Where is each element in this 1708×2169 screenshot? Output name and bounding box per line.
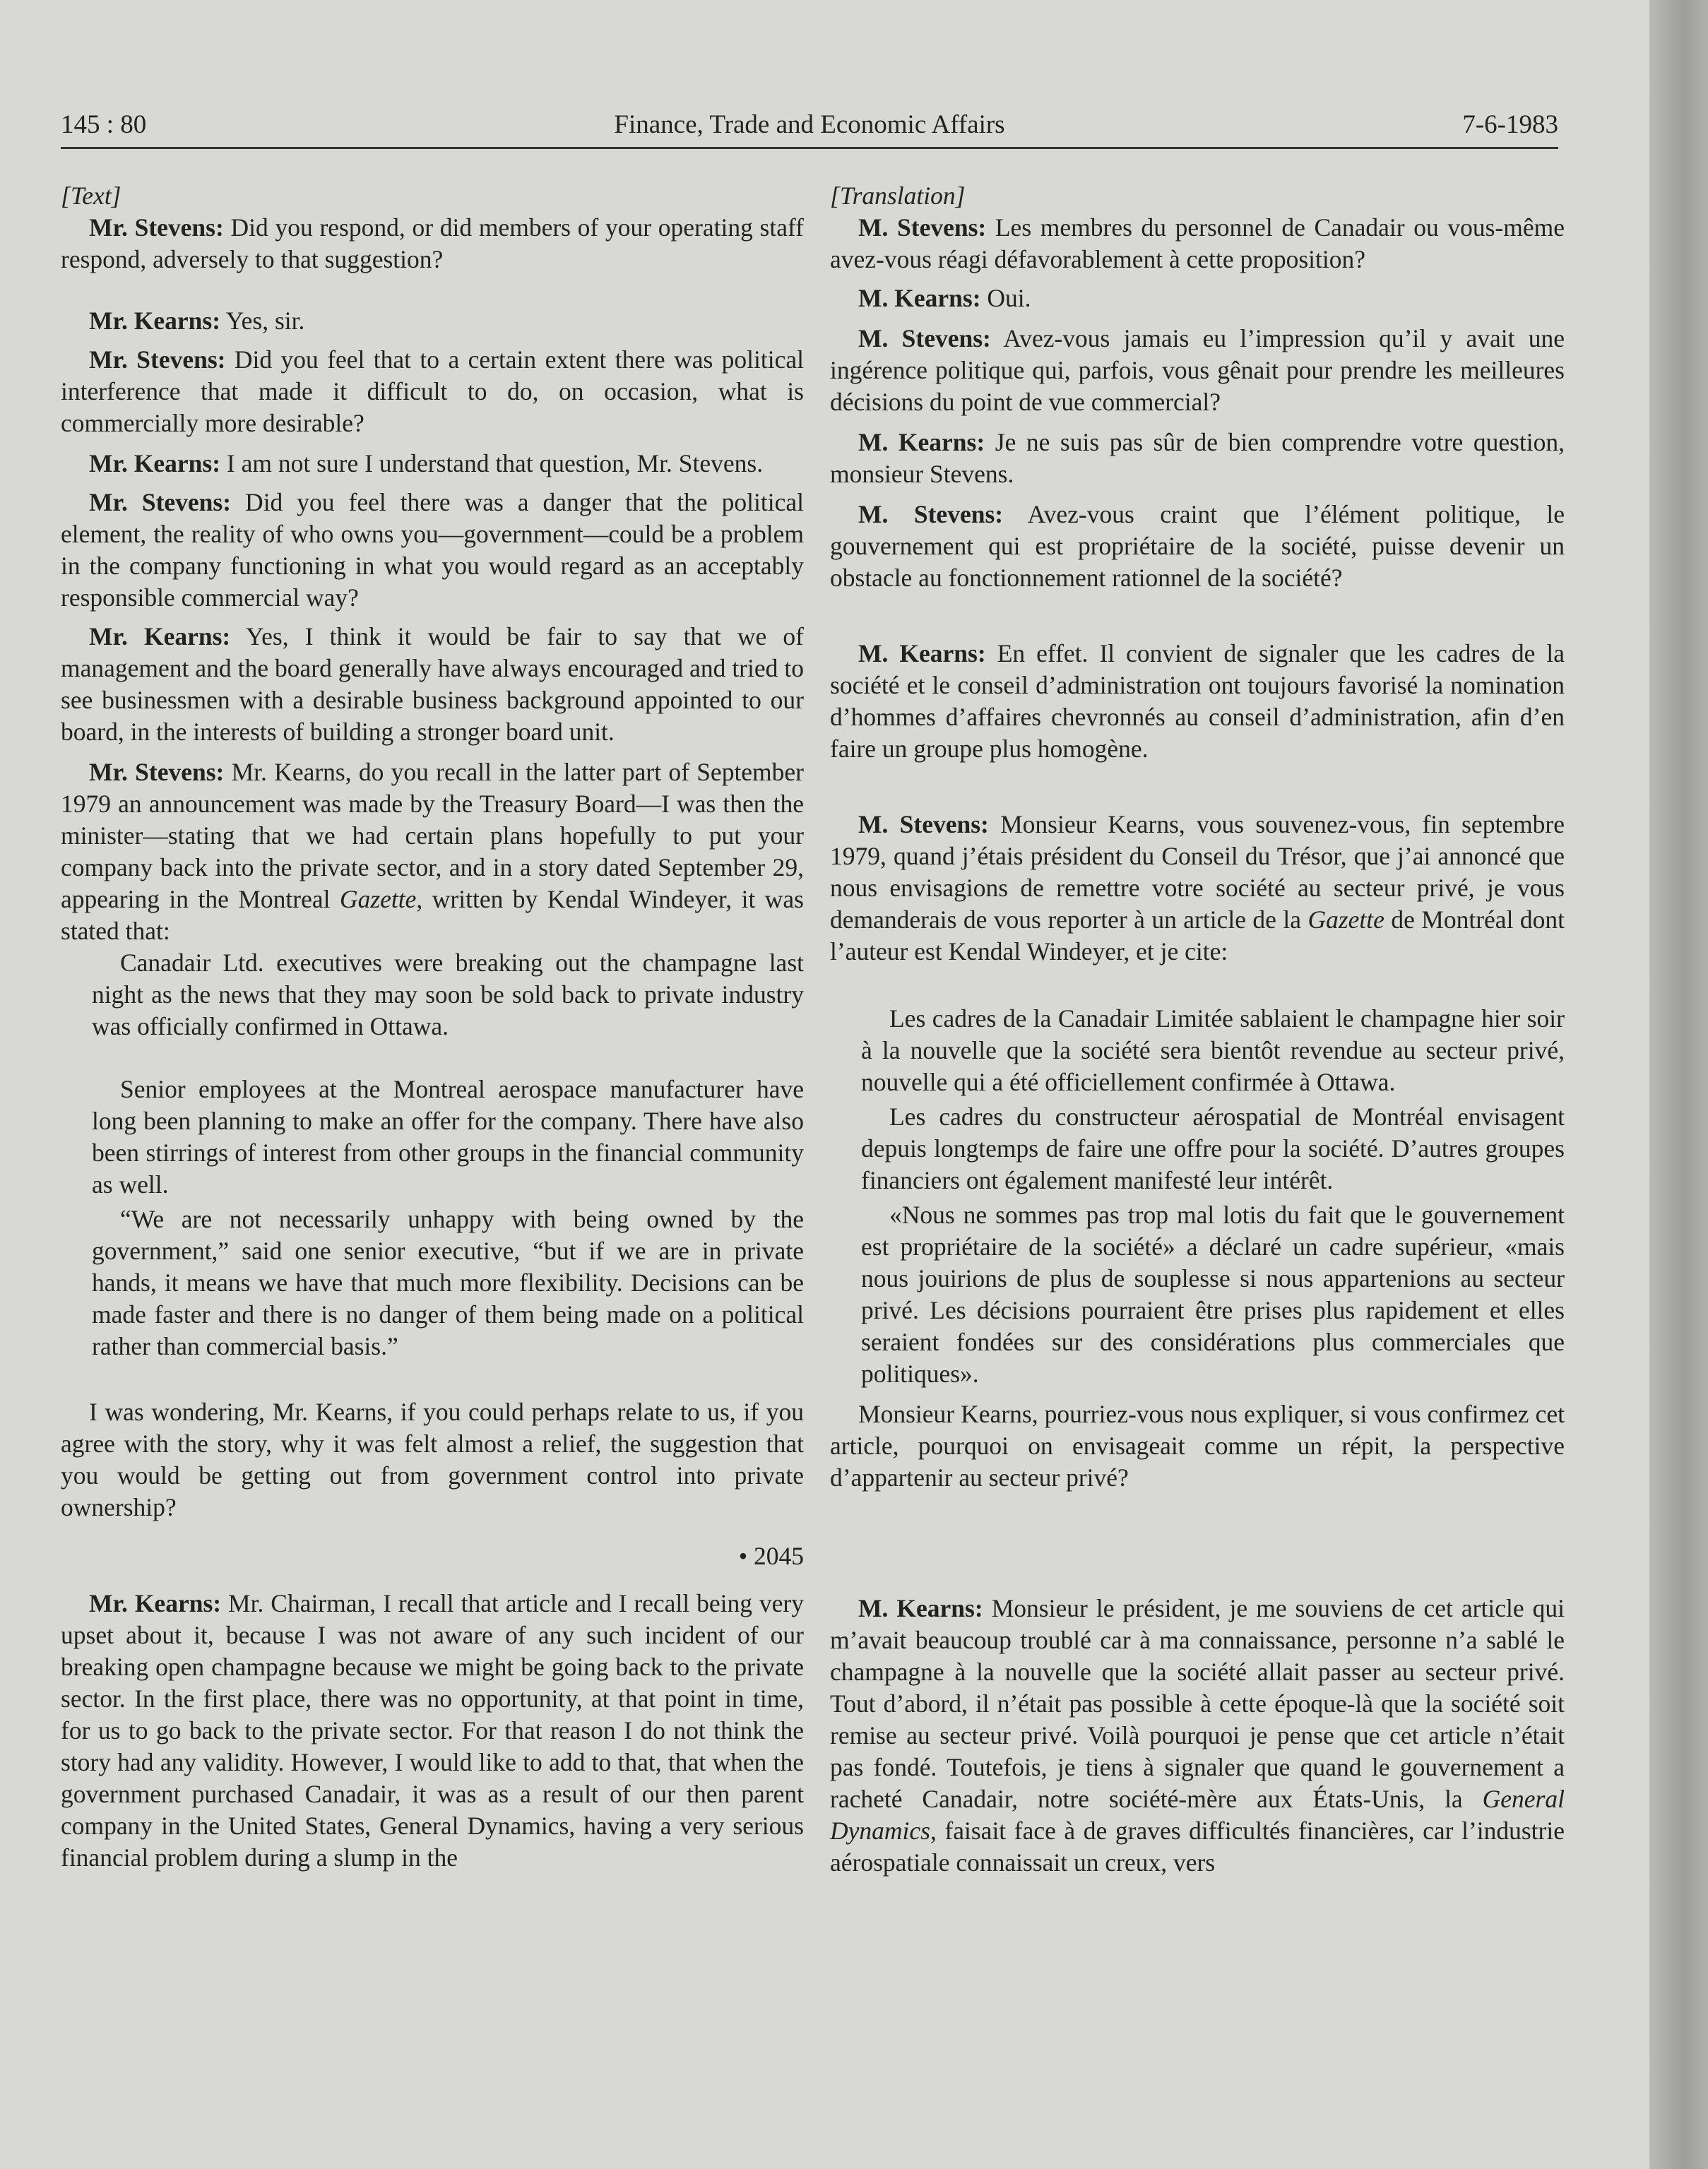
paragraph — [830, 638, 1565, 765]
speaker-name: Mr. Kearns: — [89, 1589, 222, 1617]
speech-text: Oui. — [980, 284, 1031, 312]
quote-paragraph: «Nous ne sommes pas trop mal lotis du fait que le gouvernement est propriétaire de la société» a déclaré un cadre supérieur, «mais nous jouirions de plus de souplesse si nous appartenions au secteur privé. Les décisions pourraient être prises plus rapidement et elles seraient fondées sur des considérations plus commerciales que politiques». — [861, 1201, 1565, 1388]
english-column — [61, 180, 804, 1874]
paragraph — [61, 487, 804, 614]
quote-paragraph: “We are not necessarily unhappy with being owned by the government,” said one senior executive, “but if we are in private hands, it means we have that much more flexibility. Decisions can be made faster and there is no danger of them being made on a political rather than commercial basis.” — [92, 1205, 804, 1360]
binding-gutter — [1649, 0, 1708, 2169]
speaker-name: M. Stevens: — [858, 213, 987, 242]
paragraph — [830, 1593, 1565, 1879]
speaker-name: M. Kearns: — [858, 1594, 983, 1622]
speech-text: Les membres du personnel de Canadair ou vous-même avez-vous réagi défavorablement à cette proposition? — [830, 213, 1565, 273]
committee-title: Finance, Trade and Economic Affairs — [614, 110, 1005, 139]
company-name: General Dynamics — [830, 1785, 1565, 1845]
speaker-name: M. Kearns: — [858, 284, 981, 312]
speaker-name: Mr. Kearns: — [89, 449, 221, 477]
speech-text: Did you feel there was a danger that the political element, the reality of who owns you—government—could be a problem in the company functioning in what you would regard as an acceptably responsible commercial way? — [61, 488, 804, 612]
speaker-name: Mr. Stevens: — [89, 213, 224, 242]
paragraph — [830, 283, 1565, 314]
newspaper-name: Gazette — [339, 885, 417, 913]
speech-text: Je ne suis pas sûr de bien comprendre votre question, monsieur Stevens. — [830, 428, 1565, 488]
quote-paragraph: Canadair Ltd. executives were breaking out the champagne last night as the news that they may soon be sold back to private industry was officially confirmed in Ottawa. — [92, 949, 804, 1040]
speech-text: Mr. Kearns, do you recall in the latter part of September 1979 an announcement was made by the Treasury Board—I was then the minister—stating that we had certain plans hopefully to put your company back into the private sector, and in a story dated September 29, appearing in the Montreal — [61, 758, 805, 913]
speech-text: de Montréal dont l’auteur est Kendal Windeyer, et je cite: — [830, 905, 1565, 965]
speaker-name: Mr. Stevens: — [89, 345, 226, 374]
quote-paragraph: Senior employees at the Montreal aerospace manufacturer have long been planning to make an offer for the company. There have also been stirrings of interest from other groups in the financial community as well. — [92, 1075, 804, 1199]
speaker-name: M. Kearns: — [858, 639, 986, 667]
paragraph — [61, 212, 804, 275]
paragraph — [61, 305, 804, 337]
speaker-name: Mr. Stevens: — [89, 488, 232, 516]
paragraph — [830, 427, 1565, 490]
speech-text: Monsieur Kearns, vous souvenez-vous, fin septembre 1979, quand j’étais président du Conseil du Trésor, que j’ai annoncé que nous envisagions de remettre votre société au secteur privé, je vous demanderais de vous reporter à un article de la — [830, 810, 1565, 934]
page-header — [61, 105, 1558, 149]
speaker-name: M. Stevens: — [858, 810, 989, 838]
speech-text: I am not sure I understand that question, Mr. Stevens. — [220, 449, 764, 477]
speech-text: Did you feel that to a certain extent there was political interference that made it difficult to do, on occasion, what is commercially more desirable? — [61, 345, 805, 437]
paragraph — [61, 448, 804, 480]
quote-paragraph: Les cadres du constructeur aérospatial de Montréal envisagent depuis longtemps de faire une offre pour la société. D’autres groupes financiers ont également manifesté leur intérêt. — [861, 1103, 1565, 1194]
paragraph — [830, 323, 1565, 418]
speech-text: Monsieur le président, je me souviens de cet article qui m’avait beaucoup troublé car à ma connaissance, personne n’a sablé le champagne à la nouvelle que la société allait passer au secteur privé. Tout d’abord, il n’était pas possible à cette époque-là que la société soit remise au secteur privé. Voilà pourquoi je pense que cet article n’était pas fondé. Toutefois, je tiens à signaler que quand le gouvernement a racheté Canadair, notre société-mère aux États-Unis, la — [830, 1594, 1565, 1813]
speaker-name: Mr. Kearns: — [89, 307, 221, 335]
speech-text: Did you respond, or did members of your operating staff respond, adversely to that suggestion? — [61, 213, 804, 273]
page-number: 145 : 80 — [61, 110, 147, 139]
time-marker: • 2045 — [738, 1542, 804, 1570]
speech-text: Avez-vous jamais eu l’impression qu’il y avait une ingérence politique qui, parfois, vous gênait pour prendre les meilleures décisions du point de vue commercial? — [830, 324, 1565, 416]
paragraph — [830, 499, 1565, 594]
page-date: 7-6-1983 — [1462, 110, 1558, 139]
translation-label: [Translation] — [830, 182, 966, 210]
speaker-name: Mr. Kearns: — [89, 622, 231, 650]
speech-text: En effet. Il convient de signaler que les cadres de la société et le conseil d’administration ont toujours favorisé la nomination d’hommes d’affaires chevronnés au conseil d’administration, afin d’en faire un groupe plus homogène. — [830, 639, 1565, 763]
speaker-name: M. Stevens: — [858, 500, 1004, 528]
speech-text: Mr. Chairman, I recall that article and I recall being very upset about it, because I was not aware of any such incident of our breaking open champagne because we might be going back to the private sector. In the first place, there was no opportunity, at that point in time, for us to go back to the private sector. For that reason I do not think the story had any validity. However, I would like to add to that, that when the government purchased Canadair, it was as a result of our then parent company in the United States, General Dynamics, having a very serious financial problem during a slump in the — [61, 1589, 804, 1872]
quote-paragraph: Les cadres de la Canadair Limitée sablaient le champagne hier soir à la nouvelle que la société sera bientôt revendue au secteur privé, nouvelle qui a été officiellement confirmée à Ottawa. — [861, 1004, 1565, 1096]
paragraph — [830, 212, 1565, 275]
speech-text: , faisait face à de graves difficultés financières, car l’industrie aérospatiale connaissait un creux, vers — [830, 1817, 1565, 1877]
text-label: [Text] — [61, 182, 121, 210]
speech-text: , written by Kendal Windeyer, it was stated that: — [61, 885, 804, 945]
french-column — [830, 180, 1565, 1879]
paragraph — [61, 756, 804, 947]
paragraph — [830, 809, 1565, 968]
speaker-name: Mr. Stevens: — [89, 758, 225, 786]
speech-text: Yes, sir. — [220, 307, 305, 335]
paragraph — [61, 1588, 804, 1874]
paragraph — [61, 621, 804, 748]
speech-text: Avez-vous craint que l’élément politique, le gouvernement qui est propriétaire de la société, puisse devenir un obstacle au fonctionnement rationnel de la société? — [830, 500, 1565, 592]
speech-text: Yes, I think it would be fair to say that we of management and the board generally have always encouraged and tried to see businessmen with a desirable business background appointed to our board, in the interests of building a stronger board unit. — [61, 622, 804, 746]
paragraph — [61, 344, 804, 439]
speaker-name: M. Kearns: — [858, 428, 985, 456]
paragraph: I was wondering, Mr. Kearns, if you could perhaps relate to us, if you agree with the story, why it was felt almost a relief, the suggestion that you would be getting out from government control into private ownership? — [61, 1398, 804, 1521]
paragraph: Monsieur Kearns, pourriez-vous nous expliquer, si vous confirmez cet article, pourquoi on envisageait comme un répit, la perspective d’appartenir au secteur privé? — [830, 1400, 1565, 1492]
speaker-name: M. Stevens: — [858, 324, 991, 352]
newspaper-name: Gazette — [1307, 905, 1384, 934]
